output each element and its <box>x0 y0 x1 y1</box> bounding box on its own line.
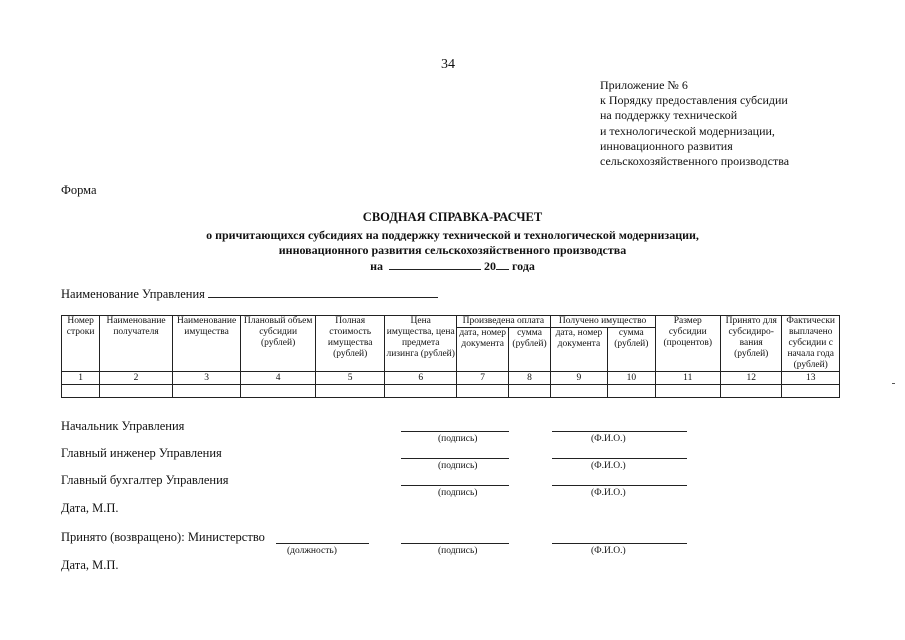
accountant-signature-line[interactable] <box>401 485 509 486</box>
appendix-line: на поддержку технической <box>600 108 738 123</box>
appendix-line: инновационного развития <box>600 138 733 153</box>
header-payment-date: дата, номер документа <box>456 328 508 372</box>
column-number-row <box>62 372 840 385</box>
signature-caption: (подпись) <box>438 461 478 471</box>
column-number: 8 <box>509 372 550 385</box>
header-price: Цена имущества, цена предмета лизинга (рублей) <box>385 316 457 372</box>
table-cell[interactable] <box>509 385 550 398</box>
date-stamp-label: Дата, М.П. <box>61 501 119 515</box>
subsidy-table <box>61 315 840 398</box>
name-caption: (Ф.И.О.) <box>591 488 626 498</box>
header-row-number: Номер строки <box>62 316 100 372</box>
header-received-sum: сумма (рублей) <box>608 328 655 372</box>
table-cell[interactable] <box>62 385 100 398</box>
year-suffix: года <box>512 259 535 273</box>
appendix-line: к Порядку предоставления субсидии <box>600 93 788 108</box>
column-number: 1 <box>62 372 100 385</box>
header-full-cost: Полная стоимость имущества (рублей) <box>315 316 385 372</box>
table-cell[interactable] <box>608 385 655 398</box>
appendix-line: и технологической модернизации, <box>600 123 775 138</box>
header-payment-group: Произведена оплата <box>456 316 550 328</box>
table-header-row <box>62 316 840 328</box>
header-received-date: дата, номер документа <box>550 328 607 372</box>
name-caption: (Ф.И.О.) <box>591 546 626 556</box>
signature-caption: (подпись) <box>438 434 478 444</box>
header-recipient-name: Наименование получателя <box>100 316 173 372</box>
document-subtitle-line: о причитающихся субсидиях на поддержку технической и технологической модернизации, <box>206 228 699 242</box>
year-prefix: 20 <box>484 259 497 273</box>
column-number: 9 <box>550 372 607 385</box>
position-caption: (должность) <box>287 546 337 556</box>
appendix-line: сельскохозяйственного производства <box>600 154 790 169</box>
table-cell[interactable] <box>456 385 508 398</box>
appendix-line: Приложение № 6 <box>600 78 688 92</box>
table-cell[interactable] <box>782 385 840 398</box>
table-cell[interactable] <box>550 385 607 398</box>
header-planned-volume: Плановый объем субсидии (рублей) <box>241 316 316 372</box>
page-number: 34 <box>441 57 455 72</box>
position-line[interactable] <box>276 543 369 544</box>
accepted-label: Принято (возвращено): Министерство <box>61 530 265 544</box>
table-cell[interactable] <box>385 385 457 398</box>
table-cell[interactable] <box>172 385 241 398</box>
signature-caption: (подпись) <box>438 546 478 556</box>
table-cell[interactable] <box>721 385 782 398</box>
head-name-line[interactable] <box>552 431 687 432</box>
form-label: Форма <box>61 183 97 197</box>
document-title: СВОДНАЯ СПРАВКА-РАСЧЕТ <box>362 210 543 224</box>
engineer-name-line[interactable] <box>552 458 687 459</box>
date-prefix: на <box>370 259 384 273</box>
column-number: 7 <box>456 372 508 385</box>
table-cell[interactable] <box>241 385 316 398</box>
signature-caption: (подпись) <box>438 488 478 498</box>
document-subtitle-line: инновационного развития сельскохозяйственного производства <box>278 243 627 257</box>
ministry-signature-line[interactable] <box>401 543 509 544</box>
scan-mark <box>892 383 895 384</box>
column-number: 13 <box>782 372 840 385</box>
column-number: 6 <box>385 372 457 385</box>
year-blank[interactable] <box>496 258 509 270</box>
management-name-row <box>61 286 438 302</box>
header-payment-sum: сумма (рублей) <box>509 328 550 372</box>
header-accepted: Принято для субсидиро-вания (рублей) <box>721 316 782 372</box>
engineer-signature-line[interactable] <box>401 458 509 459</box>
header-subsidy-rate: Размер субсидии (процентов) <box>655 316 721 372</box>
column-number: 3 <box>172 372 241 385</box>
appendix-note <box>600 78 789 169</box>
name-caption: (Ф.И.О.) <box>591 461 626 471</box>
name-caption: (Ф.И.О.) <box>591 434 626 444</box>
management-name-label: Наименование Управления <box>61 287 205 301</box>
management-name-blank[interactable] <box>208 286 438 298</box>
column-number: 4 <box>241 372 316 385</box>
column-number: 10 <box>608 372 655 385</box>
column-number: 12 <box>721 372 782 385</box>
table-cell[interactable] <box>655 385 721 398</box>
table-cell[interactable] <box>315 385 385 398</box>
header-property-name: Наименование имущества <box>172 316 241 372</box>
table-row <box>62 385 840 398</box>
head-label: Начальник Управления <box>61 419 185 433</box>
header-paid: Фактически выплачено субсидии с начала года (рублей) <box>782 316 840 372</box>
accountant-name-line[interactable] <box>552 485 687 486</box>
table-cell[interactable] <box>100 385 173 398</box>
ministry-name-line[interactable] <box>552 543 687 544</box>
engineer-label: Главный инженер Управления <box>61 446 222 460</box>
date-blank[interactable] <box>389 258 481 270</box>
column-number: 2 <box>100 372 173 385</box>
head-signature-line[interactable] <box>401 431 509 432</box>
column-number: 11 <box>655 372 721 385</box>
column-number: 5 <box>315 372 385 385</box>
accountant-label: Главный бухгалтер Управления <box>61 473 229 487</box>
report-date-line <box>0 258 905 274</box>
header-received-group: Получено имущество <box>550 316 655 328</box>
date-stamp-label: Дата, М.П. <box>61 558 119 572</box>
